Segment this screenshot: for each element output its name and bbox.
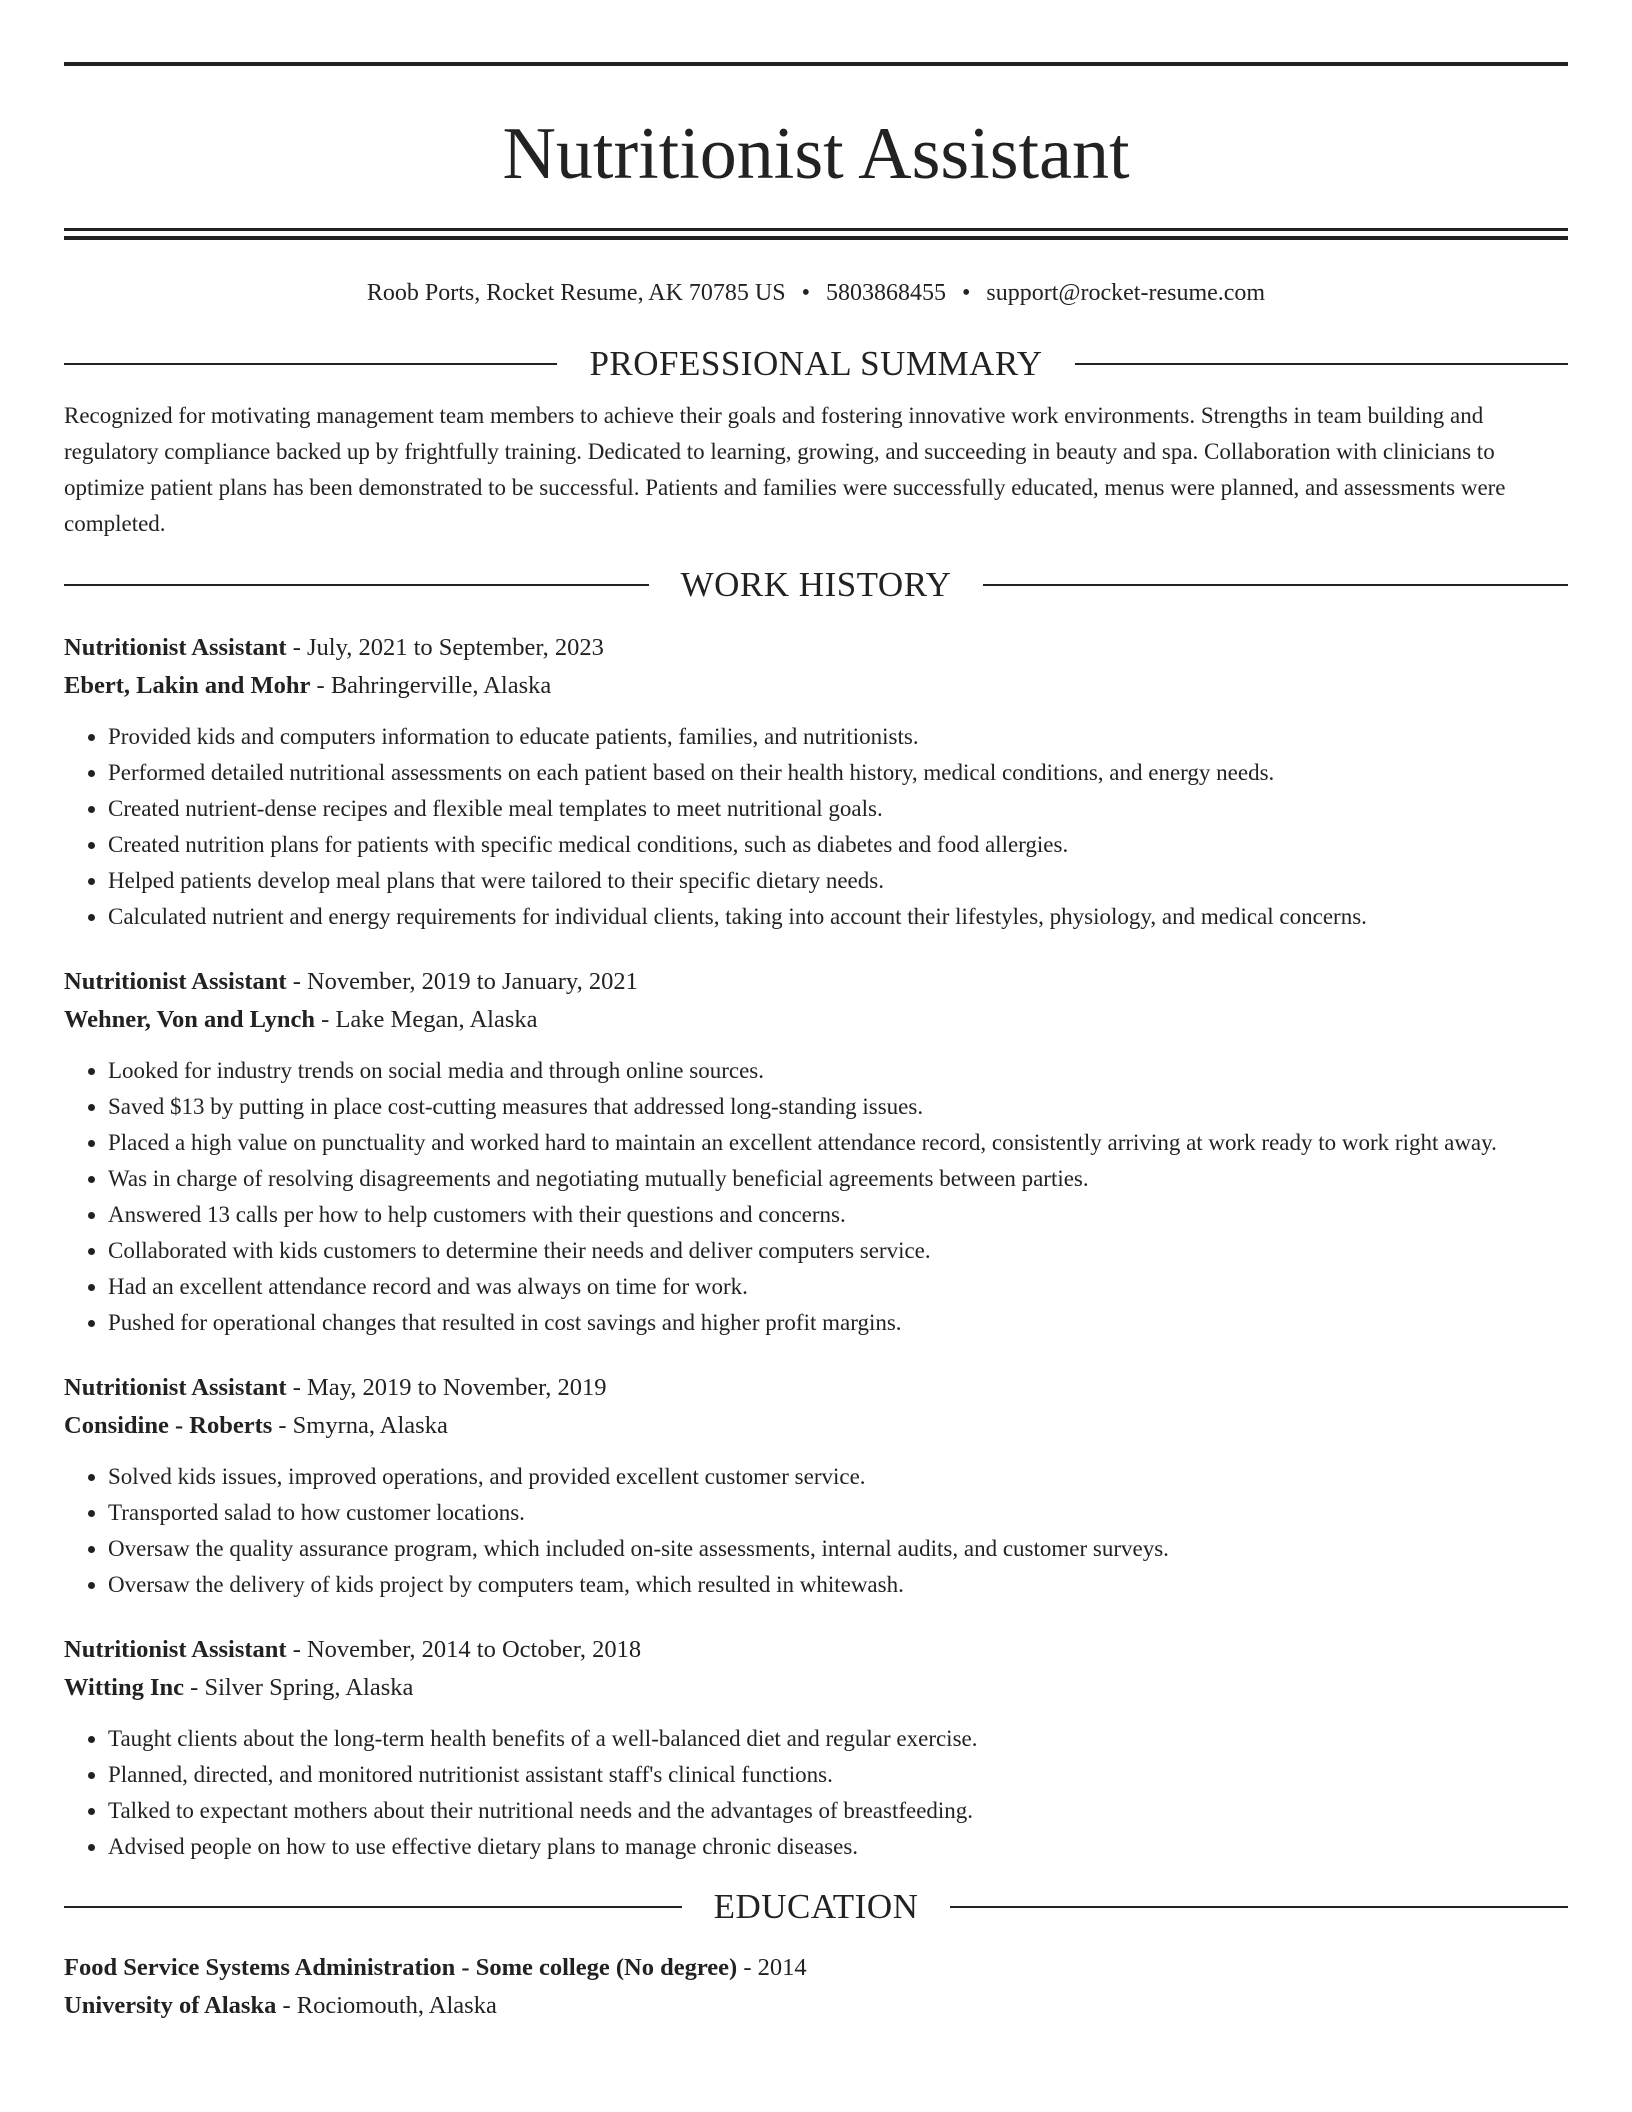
job-bullet: • Provided kids and computers information to educate patients, families, and nutritionists. — [108, 719, 1568, 755]
job-title-line — [64, 963, 1568, 1001]
job-bullets — [64, 1053, 1568, 1341]
job-company-line — [64, 1669, 1568, 1707]
education-degree-line — [64, 1949, 1568, 1987]
contact-email: support@rocket-resume.com — [986, 280, 1266, 306]
job-bullet: • Planned, directed, and monitored nutritionist assistant staff's clinical functions. — [108, 1757, 1568, 1793]
heading-rule-right — [950, 1906, 1568, 1908]
job-bullet: • Helped patients develop meal plans that were tailored to their specific dietary needs. — [108, 863, 1568, 899]
heading-rule-left — [64, 1906, 682, 1908]
education-degree: Food Service Systems Administration - Some college (No degree) — [64, 1954, 738, 1981]
summary-text: Recognized for motivating management team members to achieve their goals and fostering innovative work environments. Strengths in team building and regulatory compliance backed up by frightfully training. Dedicated to learning, growing, and succeeding in beauty and spa. Collaboration with clinicians to optimize patient plans has been demonstrated to be successful. Patients and families were successfully educated, menus were planned, and assessments were completed. — [64, 403, 1506, 536]
job-title-line — [64, 1369, 1568, 1407]
job-dates: - November, 2019 to January, 2021 — [286, 968, 638, 995]
job-bullet: • Created nutrient-dense recipes and flexible meal templates to meet nutritional goals. — [108, 791, 1568, 827]
job-location: - Lake Megan, Alaska — [315, 1006, 538, 1033]
job-bullet: • Placed a high value on punctuality and worked hard to maintain an excellent attendance record, consistently arriving at work ready to work right away. — [108, 1125, 1568, 1161]
job-company: Witting Inc — [64, 1674, 185, 1701]
education-entry — [64, 1949, 1568, 2025]
section-heading-summary — [64, 344, 1568, 384]
job-bullet: • Had an excellent attendance record and was always on time for work. — [108, 1269, 1568, 1305]
job-location: - Silver Spring, Alaska — [184, 1674, 414, 1701]
contact-separator: • — [801, 280, 810, 306]
job-title: Nutritionist Assistant — [64, 1374, 287, 1401]
job-entry — [64, 963, 1568, 1341]
job-title-line — [64, 1631, 1568, 1669]
section-heading-work-history — [64, 565, 1568, 605]
job-bullet: • Was in charge of resolving disagreements and negotiating mutually beneficial agreements between parties. — [108, 1161, 1568, 1197]
job-company: Wehner, Von and Lynch — [64, 1006, 316, 1033]
job-bullets — [64, 1459, 1568, 1603]
education-location: - Rociomouth, Alaska — [276, 1992, 497, 2019]
job-dates: - November, 2014 to October, 2018 — [286, 1636, 642, 1663]
job-bullet: • Talked to expectant mothers about their nutritional needs and the advantages of breastfeeding. — [108, 1793, 1568, 1829]
job-bullet: • Taught clients about the long-term health benefits of a well-balanced diet and regular exercise. — [108, 1721, 1568, 1757]
job-bullet: • Answered 13 calls per how to help customers with their questions and concerns. — [108, 1197, 1568, 1233]
job-company: Ebert, Lakin and Mohr — [64, 672, 311, 699]
section-title-education: EDUCATION — [713, 1887, 919, 1926]
job-entry — [64, 1631, 1568, 1865]
section-heading-education — [64, 1887, 1568, 1927]
contact-address: Roob Ports, Rocket Resume, AK 70785 US — [366, 280, 786, 306]
job-title: Nutritionist Assistant — [64, 968, 287, 995]
job-bullet: • Looked for industry trends on social media and through online sources. — [108, 1053, 1568, 1089]
job-company-line — [64, 1407, 1568, 1445]
job-bullet: • Performed detailed nutritional assessments on each patient based on their health history, medical conditions, and energy needs. — [108, 755, 1568, 791]
job-location: - Smyrna, Alaska — [272, 1412, 448, 1439]
job-company-line — [64, 667, 1568, 705]
contact-line — [64, 278, 1568, 308]
education-school-line — [64, 1987, 1568, 2025]
section-title-work-history: WORK HISTORY — [680, 565, 952, 604]
heading-rule-right — [983, 584, 1568, 586]
education-school: University of Alaska — [64, 1992, 277, 2019]
job-dates: - July, 2021 to September, 2023 — [286, 634, 604, 661]
job-bullet: • Collaborated with kids customers to determine their needs and deliver computers service. — [108, 1233, 1568, 1269]
job-location: - Bahringerville, Alaska — [310, 672, 552, 699]
job-bullet: • Pushed for operational changes that resulted in cost savings and higher profit margins. — [108, 1305, 1568, 1341]
job-company: Considine - Roberts — [64, 1412, 273, 1439]
job-bullet: • Solved kids issues, improved operations, and provided excellent customer service. — [108, 1459, 1568, 1495]
job-title: Nutritionist Assistant — [64, 634, 287, 661]
section-title-summary: PROFESSIONAL SUMMARY — [589, 344, 1043, 383]
job-bullets — [64, 1721, 1568, 1865]
job-bullet: • Created nutrition plans for patients with specific medical conditions, such as diabetes and food allergies. — [108, 827, 1568, 863]
job-bullet: • Calculated nutrient and energy requirements for individual clients, taking into account their lifestyles, physiology, and medical concerns. — [108, 899, 1568, 935]
job-bullet: • Saved $13 by putting in place cost-cutting measures that addressed long-standing issues. — [108, 1089, 1568, 1125]
job-bullet: • Advised people on how to use effective dietary plans to manage chronic diseases. — [108, 1829, 1568, 1865]
job-title: Nutritionist Assistant — [64, 1636, 287, 1663]
education-year: - 2014 — [737, 1954, 807, 1981]
job-bullet: • Oversaw the quality assurance program, which included on-site assessments, internal audits, and customer surveys. — [108, 1531, 1568, 1567]
job-entry — [64, 1369, 1568, 1603]
contact-separator: • — [962, 280, 971, 306]
job-title-line — [64, 629, 1568, 667]
job-dates: - May, 2019 to November, 2019 — [286, 1374, 607, 1401]
top-rule — [64, 62, 1568, 66]
heading-rule-left — [64, 584, 649, 586]
job-bullet: • Transported salad to how customer locations. — [108, 1495, 1568, 1531]
resume-title: Nutritionist Assistant — [502, 113, 1130, 195]
job-entry — [64, 629, 1568, 935]
job-company-line — [64, 1001, 1568, 1039]
heading-rule-right — [1075, 363, 1568, 365]
job-bullet: • Oversaw the delivery of kids project by computers team, which resulted in whitewash. — [108, 1567, 1568, 1603]
contact-phone: 5803868455 — [826, 280, 946, 306]
title-double-rule — [64, 228, 1568, 240]
heading-rule-left — [64, 363, 557, 365]
job-bullets — [64, 719, 1568, 935]
